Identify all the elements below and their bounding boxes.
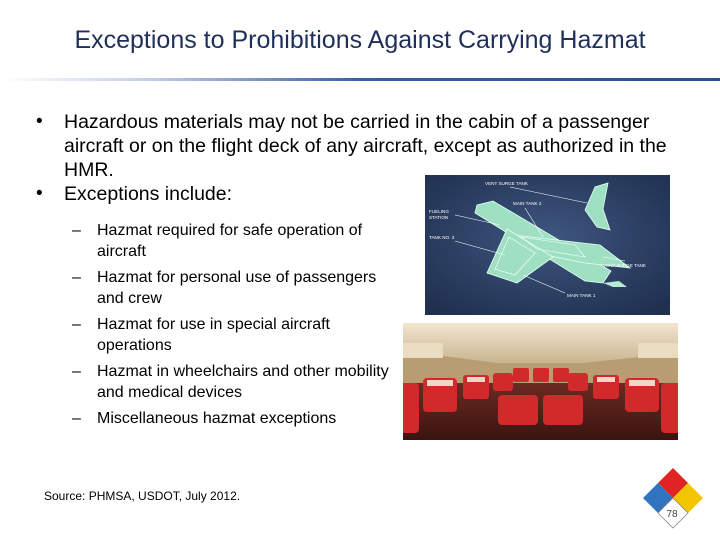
sub-bullet-text: Miscellaneous hazmat exceptions (97, 410, 337, 427)
sub-bullet-list (72, 220, 392, 434)
sub-bullet-item (72, 267, 392, 309)
bullet-text: Exceptions include: (64, 183, 233, 205)
sub-bullet-text: Hazmat for personal use of passengers and crew (97, 269, 377, 307)
bullet-item (36, 110, 676, 182)
overhead-bin (403, 343, 443, 358)
sub-bullet-item (72, 361, 392, 403)
page-number: 78 (666, 509, 678, 520)
label-vent-surge-tank: VENT SURGE TANK (485, 181, 528, 186)
label-station: STATION (429, 215, 449, 220)
title-underline (0, 78, 720, 81)
dash-icon: – (72, 222, 81, 239)
sub-bullet-item (72, 314, 392, 356)
aircraft-cabin-photo (403, 323, 678, 440)
slide-title: Exceptions to Prohibitions Against Carrying Hazmat (74, 26, 646, 54)
sub-bullet-item (72, 408, 392, 429)
label-tank-no-3: TANK NO. 3 (429, 235, 455, 240)
aircraft-fuel-tank-diagram (425, 175, 670, 315)
dash-icon: – (72, 316, 81, 333)
source-citation: Source: PHMSA, USDOT, July 2012. (44, 489, 241, 503)
dash-icon: – (72, 269, 81, 286)
bullet-text: Hazardous materials may not be carried in the cabin of a passenger aircraft or on the flight deck of any aircraft, except as authorized in the HMR. (64, 111, 667, 181)
label-vent-surge-tank-right: VENT SURGE TANK (603, 263, 646, 268)
sub-bullet-text: Hazmat required for safe operation of aircraft (97, 222, 363, 260)
bullet-icon: • (36, 111, 43, 132)
label-main-tank-1: MAIN TANK 1 (567, 293, 596, 298)
bullet-icon: • (36, 183, 43, 204)
sub-bullet-text: Hazmat for use in special aircraft operations (97, 316, 330, 354)
dash-icon: – (72, 363, 81, 380)
dash-icon: – (72, 410, 81, 427)
overhead-bin (638, 343, 678, 358)
label-fueling: FUELING (429, 209, 449, 214)
sub-bullet-text: Hazmat in wheelchairs and other mobility and medical devices (97, 363, 389, 401)
label-main-tank-2: MAIN TANK 2 (513, 201, 542, 206)
hazmat-diamond-icon (641, 466, 705, 530)
sub-bullet-item (72, 220, 392, 262)
